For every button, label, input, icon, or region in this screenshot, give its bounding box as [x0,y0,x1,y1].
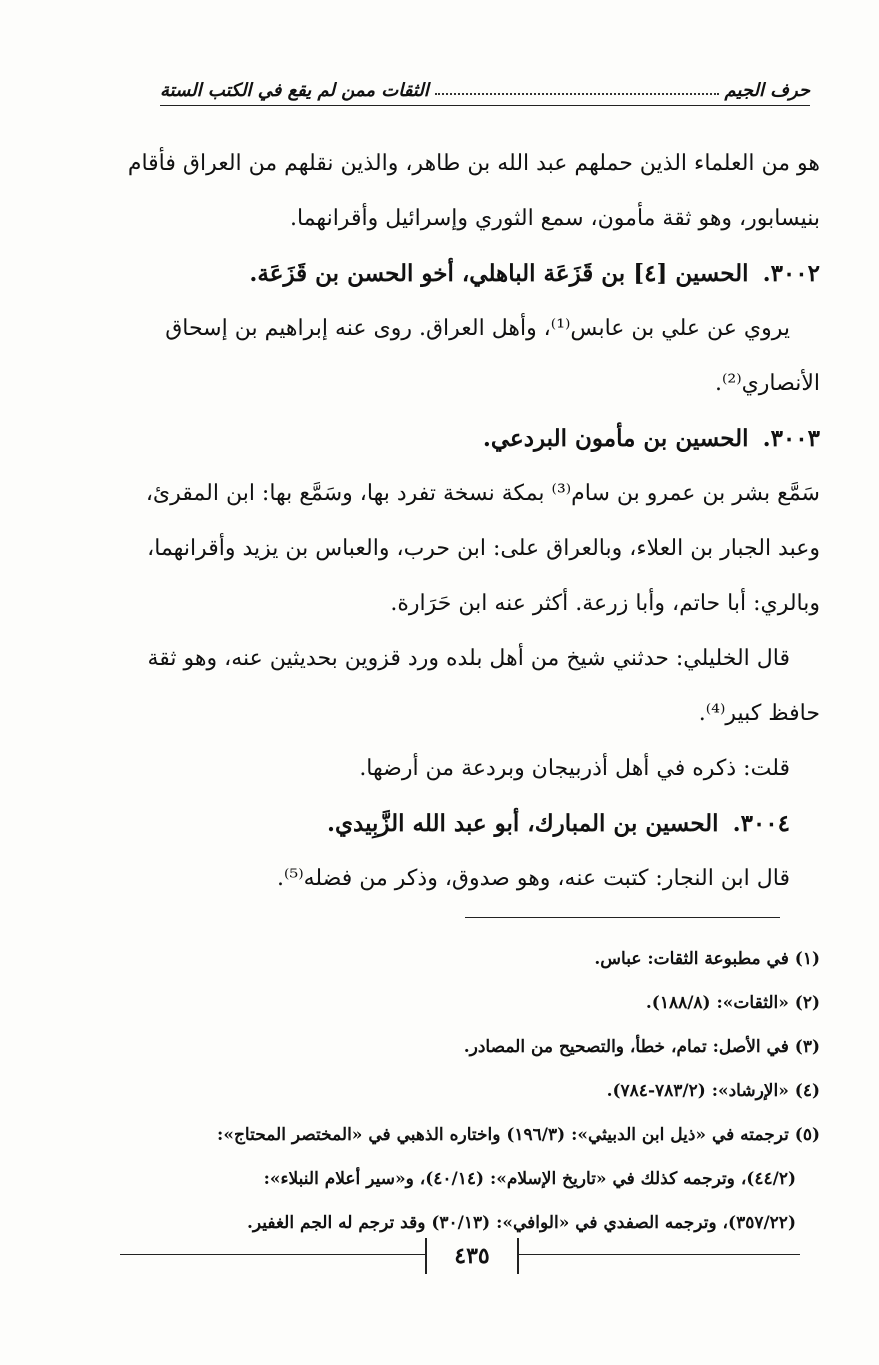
entry-title: الحسين بن المبارك، أبو عبد الله الزَّبِيدي. [327,810,719,837]
text-line: حافظ كبير⁽⁴⁾. [698,701,820,726]
text-line: قال الخليلي: حدثني شيخ من أهل بلده ورد قزوين بحديثين عنه، وهو ثقة [147,646,790,671]
text-line: وعبد الجبار بن العلاء، وبالعراق على: ابن حرب، والعباس بن يزيد وأقرانهما، [147,536,820,561]
entry-number: ٣٠٠٣. [762,425,820,452]
text-line: قال ابن النجار: كتبت عنه، وهو صدوق، وذكر من فضله⁽⁵⁾. [276,866,790,891]
header-chapter: حرف الجيم [724,80,810,101]
text-line: سَمَّع بشر بن عمرو بن سام⁽³⁾ بمكة نسخة تفرد بها، وسَمَّع بها: ابن المقرئ، [145,481,820,506]
footnote-divider [465,917,780,918]
entry-title: الحسين [٤] بن قَزَعَة الباهلي، أخو الحسن بن قَزَعَة. [249,260,749,287]
entry-title: الحسين بن مأمون البردعي. [482,425,749,452]
entry-heading-3004 [120,796,820,851]
header-dots [435,80,719,95]
header-book-title: الثقات ممن لم يقع في الكتب الستة [160,80,429,101]
running-header [160,80,810,106]
entry-number: ٣٠٠٢. [762,260,820,287]
entry-number: ٣٠٠٤. [732,810,790,837]
footnote-5-continued: (٤٤/٢)، وترجمه كذلك في «تاريخ الإسلام»: (٤٠/١٤)، و«سير أعلام النبلاء»: [263,1169,796,1189]
text-line: وبالري: أبا حاتم، وأبا زرعة. أكثر عنه ابن حَرَارة. [390,591,820,616]
footnote-3: (٣) في الأصل: تمام، خطأ، والتصحيح من المصادر. [463,1037,820,1057]
text-line: الأنصاري⁽²⁾. [714,371,820,396]
footnote-5-continued: (٣٥٧/٢٢)، وترجمه الصفدي في «الوافي»: (٣٠/١٣) وقد ترجم له الجم الغفير. [246,1213,796,1233]
footnote-1: (١) في مطبوعة الثقات: عباس. [594,949,820,969]
entry-heading-3002 [120,246,820,301]
text-line: يروي عن علي بن عابس⁽¹⁾، وأهل العراق. روى عنه إبراهيم بن إسحاق [165,316,790,341]
footnote-5: (٥) ترجمته في «ذيل ابن الدبيثي»: (١٩٦/٣) واختاره الذهبي في «المختصر المحتاج»: [217,1125,820,1145]
footnotes [110,937,820,1245]
footnote-4: (٤) «الإرشاد»: (٧٨٣/٢-٧٨٤). [606,1081,820,1101]
main-text [120,136,820,906]
intro-line: هو من العلماء الذين حملهم عبد الله بن طاهر، والذين نقلهم من العراق فأقام [127,151,820,176]
footnote-2: (٢) «الثقات»: (١٨٨/٨). [645,993,820,1013]
text-line: قلت: ذكره في أهل أذربيجان وبردعة من أرضها. [359,756,790,781]
intro-line: بنيسابور، وهو ثقة مأمون، سمع الثوري وإسرائيل وأقرانهما. [290,206,820,231]
page-number: ٤٣٥ [425,1238,519,1274]
entry-heading-3003 [120,411,820,466]
